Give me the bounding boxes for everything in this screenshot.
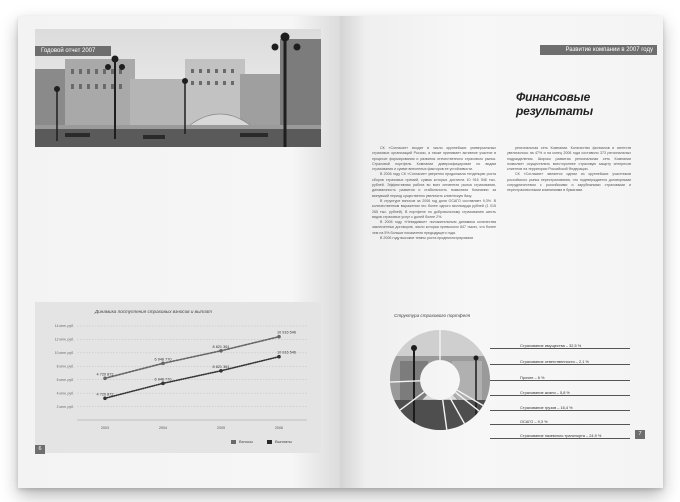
data-point bbox=[103, 397, 107, 401]
pie-title: Структура страхового портфеля bbox=[394, 313, 471, 318]
pie-slice-label: Страхование наземного транспорта – 24,9 % bbox=[520, 433, 602, 438]
data-point bbox=[219, 349, 223, 353]
data-label: 4 720 872 bbox=[96, 392, 114, 397]
y-tick-label: 14 млн. руб. bbox=[54, 324, 74, 329]
text-column-1 bbox=[372, 146, 496, 241]
data-label: 6 948 770 bbox=[154, 377, 172, 382]
pie-slice-label: ОСАГО – 9,3 % bbox=[520, 419, 548, 424]
left-page bbox=[18, 16, 340, 488]
series-line-vyplaty bbox=[105, 357, 279, 399]
pie-leader-line bbox=[490, 410, 630, 411]
right-page bbox=[340, 16, 663, 488]
legend-swatch-vyplaty bbox=[267, 440, 272, 444]
paragraph: региональная сеть Компании. Количество филиалов и агентств увеличилось на 47% и на конец 2006 года составило 373 региональных подразделения. Широко развитая региональная сеть Компании позволяет осуществлять всестороннее страховую защиту интересов клиентов на территории Российской Федерации. bbox=[507, 146, 631, 172]
right-page-number: 7 bbox=[635, 430, 645, 439]
data-label: 6 948 770 bbox=[154, 357, 172, 362]
y-tick-label: 10 млн. руб. bbox=[54, 351, 74, 356]
line-chart bbox=[35, 302, 321, 453]
right-header-text: Развитие компании в 2007 году bbox=[565, 47, 653, 53]
pie-leader-line bbox=[490, 364, 630, 365]
paragraph: В 2006 году СК «Согласие» уверенно продолжала тенденцию роста сборов страховых премий, сумма которых достигла 10 916 546 тыс. рублей. Эффективная работа во всех сегментах рынка страхования, динамичность развития и стабильность позволили Компании за минувший период существенно увеличить клиентскую базу. bbox=[372, 172, 496, 198]
paragraph: СК «Согласие» входит в число крупнейших универсальных страховых организаций России, а также принимает активное участие в процессе формирования и развития отечественного страхового рынка. Страховой портфель Компании диверсифицирован по видам страхования и сумме внесенных факторов ее устойчивости. bbox=[372, 146, 496, 172]
data-label: 8 821 361 bbox=[212, 344, 230, 349]
data-label: 4 720 872 bbox=[96, 372, 114, 377]
left-page-number: 6 bbox=[35, 445, 45, 454]
pie-slice-label: Страхование ответственности – 2,1 % bbox=[520, 359, 589, 364]
paragraph: СК «Согласие» является одним из крупнейших участников российского рынка перестрахования, что подтверждается договорными сотрудничеством с российскими и зарубежными страховыми и перестраховочными компаниями в бумагами. bbox=[507, 172, 631, 193]
data-point bbox=[161, 382, 165, 386]
legend-label-vyplaty: Выплаты bbox=[275, 439, 292, 444]
legend-item-vznosy bbox=[231, 439, 253, 444]
paragraph: В структуре взносов за 2006 год доля ОСАГО составляет 9,3%. В количественном выражении это более одного миллиарда рублей (1 015 265 тыс. рублей). В портфеле по добровольному страхованию шесть видов страховых услуг с долей более 2%. bbox=[372, 198, 496, 219]
data-point bbox=[219, 369, 223, 373]
y-tick-label: 2 млн. руб. bbox=[56, 404, 74, 409]
y-tick-label: 6 млн. руб. bbox=[56, 377, 74, 382]
pie-slice-label: Прочее – 6 % bbox=[520, 375, 545, 380]
data-point bbox=[277, 335, 281, 339]
pie-slice-label: Страхование грузов – 16,4 % bbox=[520, 405, 573, 410]
pie-leader-line bbox=[490, 380, 630, 381]
pie-slice-label: Страхование жизни – 5,8 % bbox=[520, 390, 570, 395]
chart-title: Динамика поступления страховых взносов и выплат bbox=[95, 309, 212, 314]
page-title: Финансовые результаты bbox=[516, 90, 593, 118]
legend-swatch-vznosy bbox=[231, 440, 236, 444]
data-point bbox=[277, 355, 281, 359]
legend-label-vznosy: Взносы bbox=[239, 439, 253, 444]
legend-item-vyplaty bbox=[267, 439, 292, 444]
y-tick-label: 12 млн. руб. bbox=[54, 337, 74, 342]
x-tick-label: 2004 bbox=[159, 426, 167, 430]
x-tick-label: 2006 bbox=[275, 426, 283, 430]
pie-leader-line bbox=[490, 395, 630, 396]
pie-slice-label: Страхование имущества – 32,5 % bbox=[520, 343, 582, 348]
data-point bbox=[161, 362, 165, 366]
data-label: 10 916 546 bbox=[277, 350, 297, 355]
pie-leader-line bbox=[490, 424, 630, 425]
right-header-bar bbox=[540, 45, 657, 55]
chart-panel bbox=[35, 302, 321, 453]
paragraph: В 2006 году высокие темпы роста продемонстрировали bbox=[380, 236, 474, 241]
paragraph: В 2006 году «Невидимое» положительным динамика количества заключенных договоров, число которых превысило 847 тысяч, что более чем на 5% больше показателя предыдущего года. bbox=[372, 220, 496, 235]
data-label: 8 821 361 bbox=[212, 364, 230, 369]
pie-chart bbox=[340, 316, 660, 476]
text-column-2 bbox=[507, 146, 631, 194]
left-header-text: Годовой отчет 2007 bbox=[41, 48, 96, 54]
left-header-bar bbox=[35, 46, 111, 56]
data-point bbox=[103, 377, 107, 381]
pie-leader-line bbox=[490, 438, 630, 439]
x-tick-label: 2003 bbox=[101, 426, 109, 430]
y-tick-label: 4 млн. руб. bbox=[56, 391, 74, 396]
x-tick-label: 2005 bbox=[217, 426, 225, 430]
y-tick-label: 8 млн. руб. bbox=[56, 364, 74, 369]
data-label: 10 916 546 bbox=[277, 330, 297, 335]
pie-leader-line bbox=[490, 348, 630, 349]
